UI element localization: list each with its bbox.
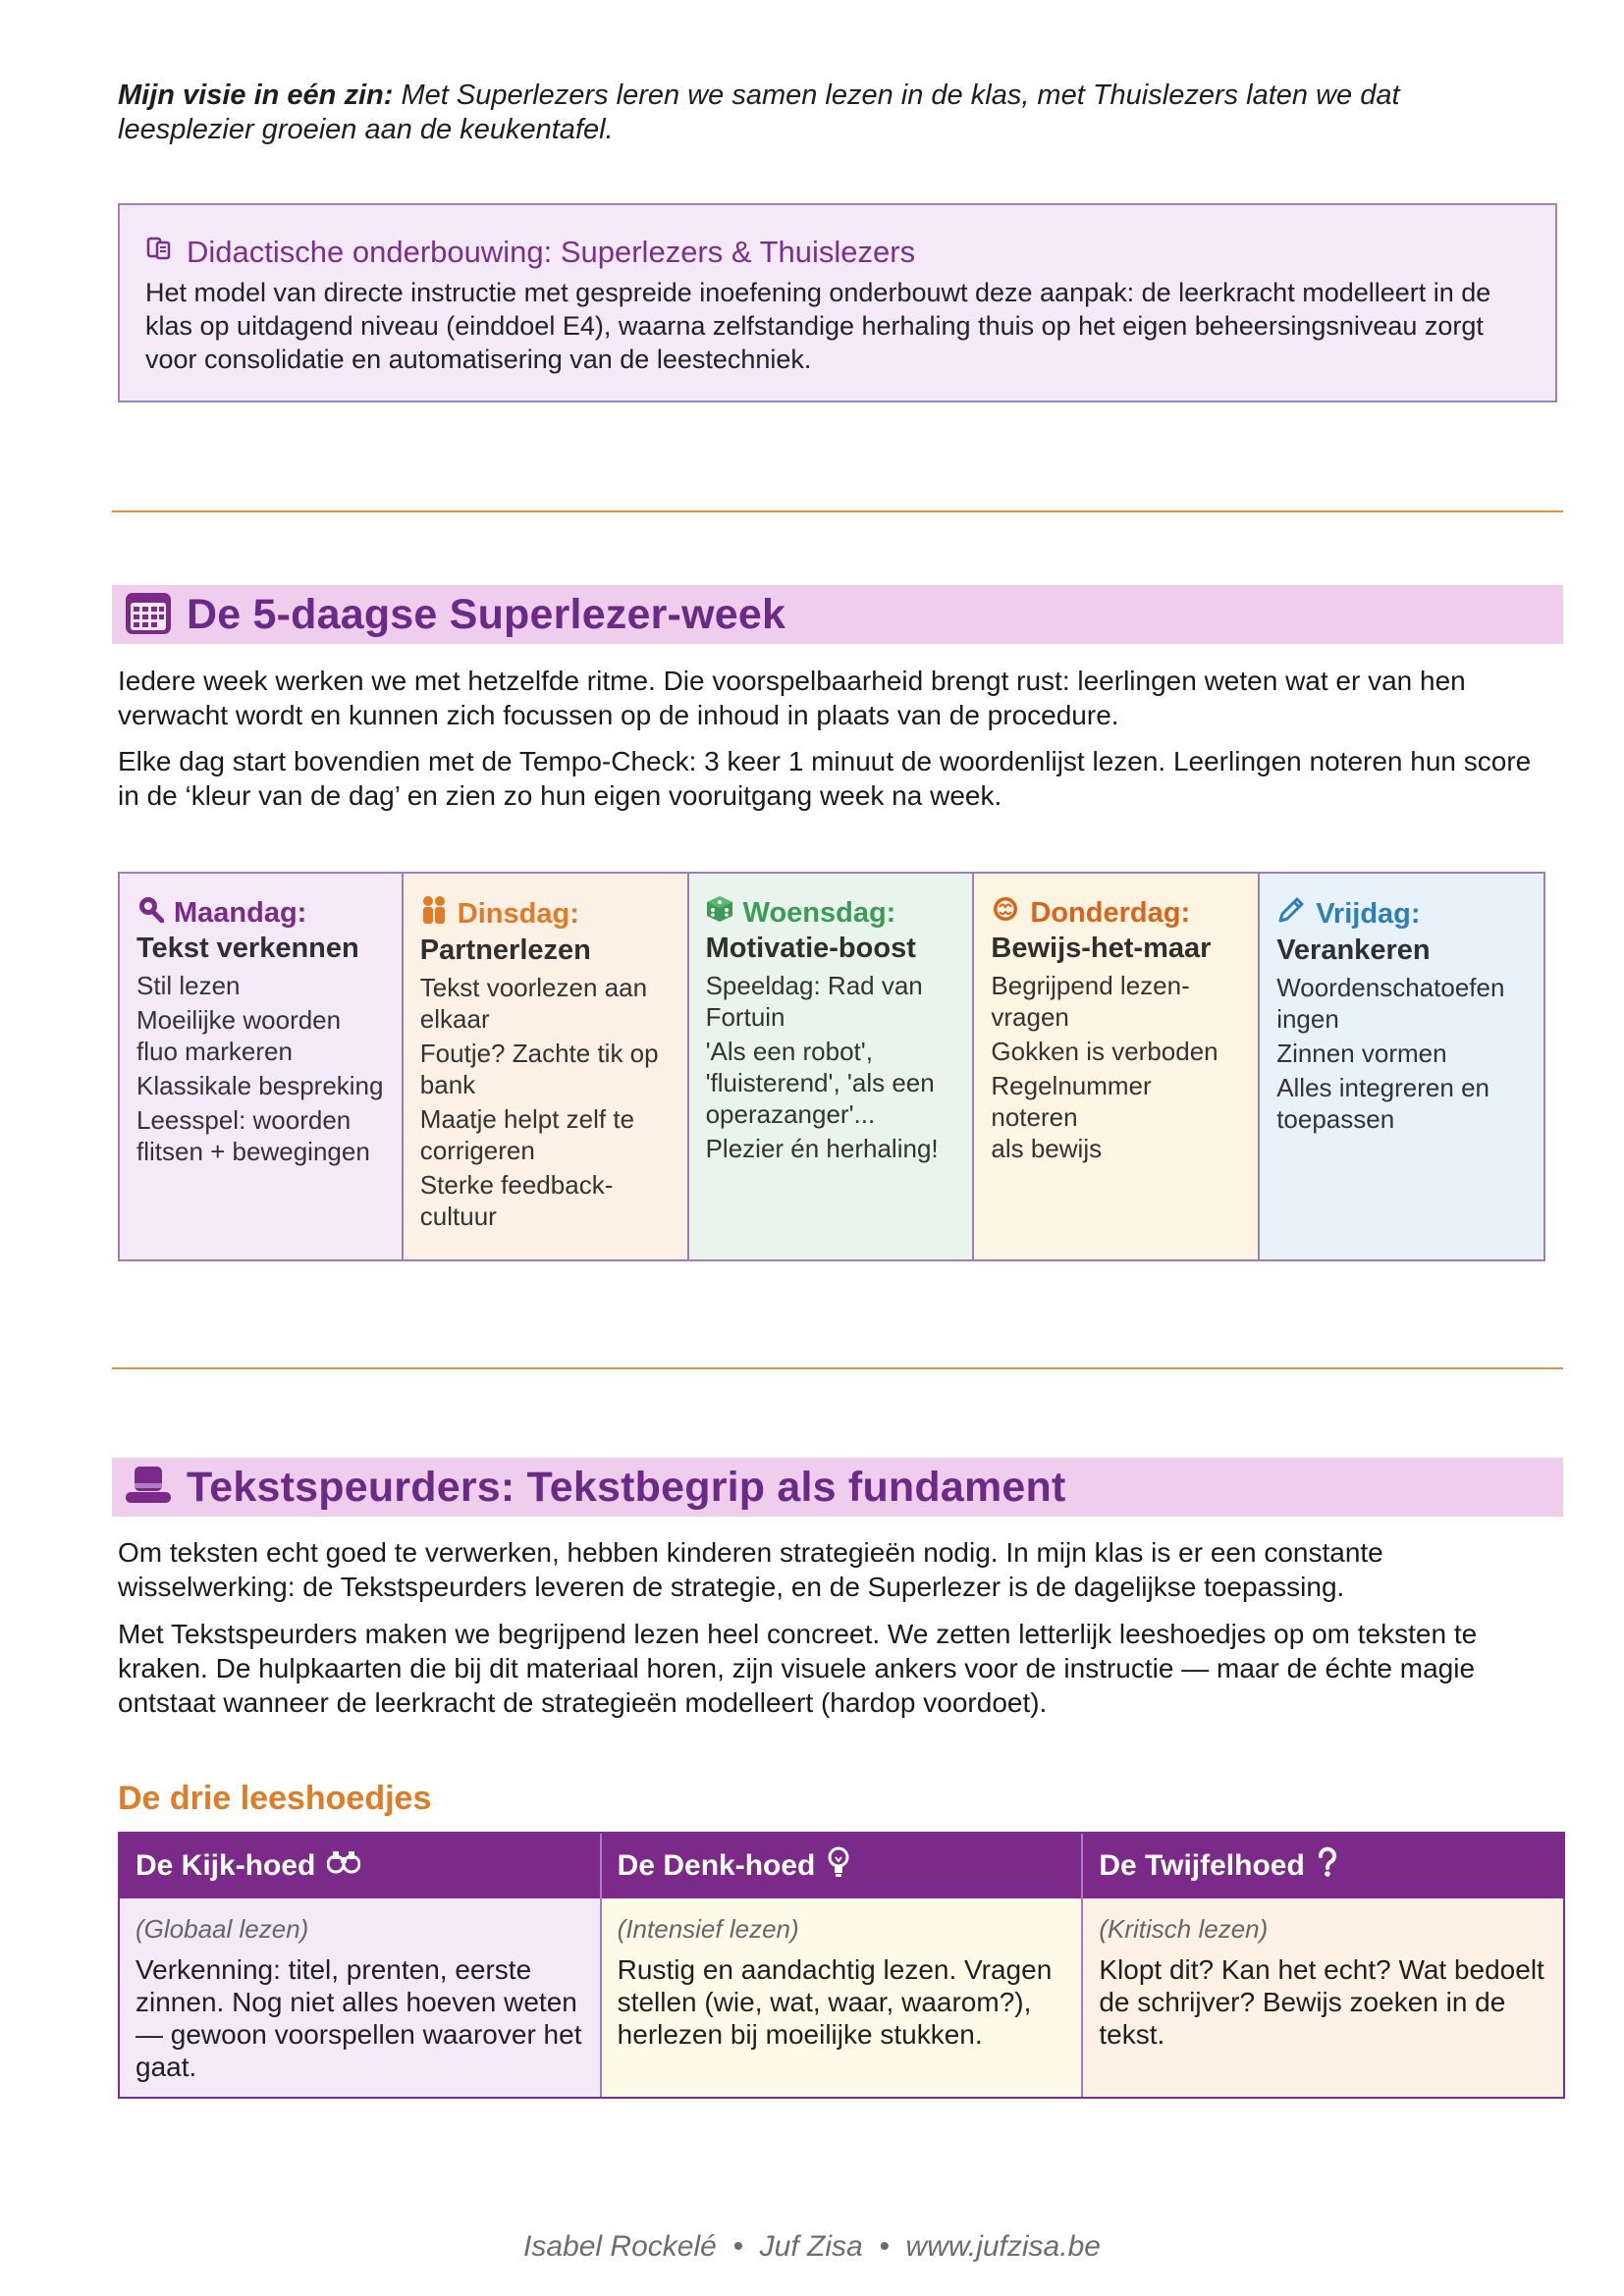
divider — [112, 1367, 1563, 1369]
week-section-header — [112, 585, 1563, 644]
didactic-box — [118, 203, 1557, 402]
day-item: Zinnen vormen — [1276, 1039, 1447, 1068]
day-item: Gokken is verboden — [991, 1037, 1218, 1066]
didactic-title-row — [145, 235, 1530, 270]
vision-text: Met Superlezers leren we samen lezen in de klas, met Thuislezers laten we dat leesplezier groeien aan de keukentafel. — [118, 80, 1400, 145]
day-item: Begrijpend lezen-vragen — [991, 971, 1190, 1032]
day-subtitle: Partnerlezen — [419, 934, 591, 966]
hats-title: De drie leeshoedjes — [118, 1780, 432, 1817]
hat-mode: (Kritisch lezen) — [1099, 1914, 1269, 1944]
week-paragraph-2: Elke dag start bovendien met de Tempo-Check: 3 keer 1 minuut de woordenlijst lezen. Leerlingen noteren hun score in de ‘kleur van de dag’ en zien zo hun eigen vooruitgang week na week. — [118, 746, 1532, 811]
day-name: Vrijdag: — [1316, 898, 1421, 930]
day-name: Dinsdag: — [457, 898, 579, 930]
divider — [112, 510, 1563, 512]
day-item: Moeilijke woorden fluo markeren — [136, 1005, 342, 1066]
dice-icon — [706, 895, 733, 931]
day-subtitle: Bewijs-het-maar — [991, 933, 1212, 964]
day-name: Woensdag: — [742, 897, 896, 929]
hats-table — [118, 1832, 1565, 2099]
hat-cell-kijk — [120, 1898, 602, 2097]
day-item: Klassikale bespreking — [136, 1071, 384, 1100]
hat-header-kijk — [120, 1834, 602, 1898]
hat-header-denk — [602, 1834, 1084, 1898]
hat-description: Rustig en aandachtig lezen. Vragen stellen (wie, wat, waar, waarom?), herlezen bij moeilijke stukken. — [617, 1954, 1053, 2050]
search-icon — [136, 895, 164, 931]
week-section-title: De 5-daagse Superlezer-week — [187, 590, 786, 638]
calendar-icon — [124, 589, 173, 641]
hats-body-row — [120, 1898, 1563, 2097]
day-card-monday — [118, 872, 404, 1261]
day-item: Tekst voorlezen aan elkaar — [419, 973, 648, 1034]
day-item: Foutje? Zachte tik op bank — [419, 1039, 659, 1099]
footer: Isabel Rockelé • Juf Zisa • www.jufzisa.be — [523, 2230, 1101, 2263]
hat-cell-denk — [602, 1898, 1084, 2097]
week-grid — [118, 872, 1545, 1261]
day-subtitle: Verankeren — [1276, 934, 1431, 966]
day-item: Plezier én herhaling! — [705, 1134, 939, 1163]
day-subtitle: Motivatie-boost — [705, 933, 916, 964]
hat-cell-twijfel — [1083, 1898, 1563, 2097]
day-card-friday — [1260, 872, 1545, 1261]
day-item: Speeldag: Rad van Fortuin — [705, 971, 923, 1032]
question-icon — [1317, 1846, 1338, 1886]
day-item: Leesspel: woorden flitsen + bewegingen — [136, 1105, 370, 1166]
day-item: als bewijs — [991, 1134, 1103, 1163]
people-icon — [420, 895, 448, 933]
day-item: Maatje helpt zelf te corrigeren — [419, 1104, 635, 1165]
hat-mode: (Globaal lezen) — [135, 1914, 309, 1944]
hat-name: De Twijfelhoed — [1099, 1849, 1305, 1882]
didactic-title: Didactische onderbouwing: Superlezers & Thuislezers — [187, 235, 916, 269]
pencil-icon — [1276, 895, 1306, 933]
day-name: Donderdag: — [1030, 897, 1191, 929]
hat-name: De Denk-hoed — [617, 1849, 816, 1882]
hat-icon — [124, 1464, 173, 1512]
hat-mode: (Intensief lezen) — [617, 1914, 799, 1944]
day-item: Woordenschatoefen ingen — [1276, 973, 1505, 1034]
vision-statement — [118, 79, 1512, 147]
day-card-tuesday — [404, 872, 689, 1261]
day-card-thursday — [974, 872, 1260, 1261]
day-item: Regelnummer noteren — [991, 1071, 1152, 1132]
day-item: Alles integreren en toepassen — [1276, 1073, 1489, 1134]
tekst-section-title: Tekstspeurders: Tekstbegrip als fundament — [187, 1463, 1066, 1511]
hat-description: Verkenning: titel, prenten, eerste zinnen. Nog niet alles hoeven weten — gewoon voorspellen waarover het gaat. — [135, 1954, 582, 2082]
hats-header-row — [120, 1834, 1563, 1898]
day-item: Sterke feedback-cultuur — [419, 1170, 614, 1231]
lightbulb-icon — [827, 1846, 850, 1886]
day-card-wednesday — [689, 872, 975, 1261]
didactic-body: Het model van directe instructie met gespreide inoefening onderbouwt deze aanpak: de leerkracht modelleert in de klas op uitdagend niveau (einddoel E4), waarna zelfstandige herhaling thuis op het eigen beheersingsniveau zorgt voor consolidatie en automatisering van de leestechniek. — [145, 278, 1491, 374]
tekst-paragraph-2: Met Tekstspeurders maken we begrijpend lezen heel concreet. We zetten letterlijk leeshoedjes op om teksten te kraken. De hulpkaarten die bij dit materiaal horen, zijn visuele ankers voor de instructie — maar de échte magie ontstaat wanneer de leerkracht de strategieën modelleert (hardop voordoet). — [118, 1619, 1478, 1718]
books-icon — [145, 235, 177, 270]
day-item: 'Als een robot', 'fluisterend', 'als een operazanger'... — [705, 1037, 935, 1129]
day-item: Stil lezen — [136, 971, 241, 1000]
binoculars-icon — [327, 1849, 360, 1883]
day-subtitle: Tekst verkennen — [136, 933, 359, 964]
tekst-paragraph-1: Om teksten echt goed te verwerken, hebben kinderen strategieën nodig. In mijn klas is er een constante wisselwerking: de Tekstspeurders leveren de strategie, en de Superlezer is de dagelijkse toepassing. — [118, 1537, 1383, 1602]
vision-label: Mijn visie in eén zin: — [118, 80, 394, 111]
hat-name: De Kijk-hoed — [135, 1849, 316, 1882]
week-paragraph-1: Iedere week werken we met hetzelfde ritme. Die voorspelbaarheid brengt rust: leerlingen weten wat er van hen verwacht wordt en kunnen zich focussen op de inhoud in plaats van de procedure. — [118, 666, 1466, 730]
tekst-section-header — [112, 1458, 1563, 1517]
hat-description: Klopt dit? Kan het echt? Wat bedoelt de schrijver? Bewijs zoeken in de tekst. — [1099, 1954, 1544, 2050]
brain-icon — [991, 895, 1020, 931]
hat-header-twijfel — [1083, 1834, 1563, 1898]
day-name: Maandag: — [174, 897, 307, 929]
